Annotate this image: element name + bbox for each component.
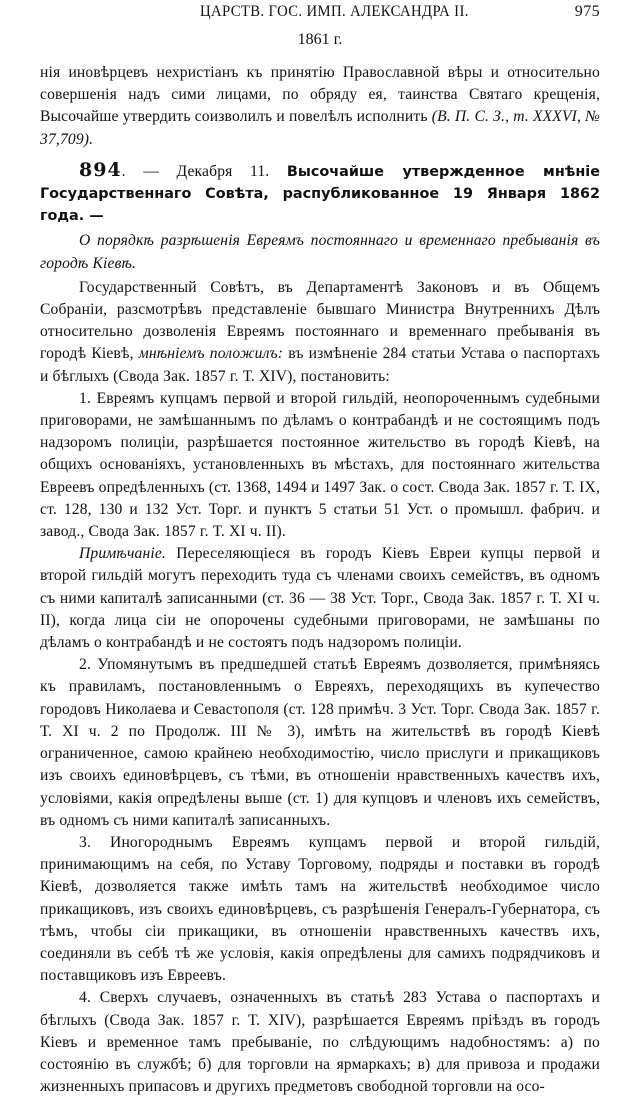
- document-page: [40, 0, 600, 1098]
- continuation-text: нія иновѣрцевъ нехристіанъ къ принятію Православной вѣры и относительно совершенія надъ сими лицами, по обряду ея, таинства Святаго крещенія, Высочайше утвердить соизволилъ и повелѣлъ исполнить: [40, 64, 600, 126]
- act-heading: [40, 159, 600, 228]
- note-text: Переселяющіеся въ городъ Кіевъ Евреи купцы первой и второй гильдій могутъ переходить туда съ членами своихъ семействъ, въ одномъ съ ними капиталѣ записанными (ст. 36 — 38 Уст. Торг., Свода Зак. 1857 г. Т. XI ч. II), когда лица сіи не опорочены судебными приговорами, не замѣшаны по дѣламъ о контрабандѣ и не состоятъ подъ надзоромъ полиціи.: [40, 545, 600, 652]
- act-subject: О порядкѣ разрѣшенія Евреямъ постояннаго и временнаго пребыванія въ городѣ Кіевѣ.: [40, 232, 600, 272]
- preamble-paragraph: [40, 277, 600, 388]
- article-1: 1. Евреямъ купцамъ первой и второй гильдій, неопороченнымъ судебными приговорами, не замѣшаннымъ по дѣламъ о контрабандѣ и не состоящимъ подъ надзоромъ полиціи, разрѣшается постоянное жительство въ городѣ Кіевѣ, на общихъ основаніяхъ, установленныхъ въ мѣстахъ, для постояннаго жительства Евреевъ опредѣленныхъ (ст. 1368, 1494 и 1497 Зак. о сост. Свода Зак. 1857 г. Т. IX, ст. 128, 130 и 132 Уст. Торг. и пунктъ 5 статьи 51 Уст. о промышл. фабрич. и завод., Свода Зак. 1857 г. Т. XI ч. II).: [40, 389, 600, 541]
- running-header: [40, 3, 600, 25]
- act-date: . — Декабря 11.: [121, 162, 287, 180]
- article-2: 2. Упомянутымъ въ предшедшей статьѣ Евреямъ дозволяется, примѣняясь къ правиламъ, постановленнымъ о Евреяхъ, переходящихъ въ купечество городовъ Николаева и Севастополя (ст. 128 примѣч. 3 Уст. Торг. Свода Зак. 1857 г. Т. XI ч. 2 по Продолж. III № 3), имѣть на жительствѣ въ городѣ Кіевѣ ограниченное, самою крайнею необходимостію, число прислуги и прикащиковъ изъ своихъ единовѣрцевъ, съ тѣми, въ отношеніи нравственныхъ качествъ ихъ, условіями, какія опредѣлены выше (ст. 1) для купцовъ и членовъ ихъ семействъ, въ одномъ съ ними капиталѣ записанныхъ.: [40, 656, 600, 829]
- running-title: ЦАРСТВ. ГОС. ИМП. АЛЕКСАНДРА II.: [200, 3, 469, 20]
- act-title: Высочайше утвержденное мнѣніе Государственнаго Совѣта, распубликованное 19 Января 1862 года. —: [40, 163, 600, 225]
- article-4: 4. Сверхъ случаевъ, означенныхъ въ статьѣ 283 Устава о паспортахъ и бѣглыхъ (Свода Зак. 1857 г. Т. XIV), разрѣшается Евреямъ пріѣздъ въ городъ Кіевъ и временное тамъ пребываніе, по слѣдующимъ надобностямъ: а) по состоянію въ службѣ; б) для торговли на ярмаркахъ; в) для привоза и продажи жизненныхъ припасовъ и другихъ предметовъ свободной торговли на осо-: [40, 989, 600, 1096]
- continuation-paragraph: [40, 62, 600, 151]
- preamble-italic: мнѣніемъ положилъ:: [138, 345, 284, 363]
- citation: (В. П. С. З., т. XXXVI, № 37,709).: [40, 108, 601, 148]
- preamble-end: въ измѣненіе 284 статьи Устава о паспортахъ и бѣглыхъ (Свода Зак. 1857 г. Т. XIV), постановить:: [40, 345, 600, 385]
- note-paragraph: [40, 543, 600, 654]
- preamble-start: Государственный Совѣтъ, въ Департаментѣ Законовъ и въ Общемъ Собраніи, разсмотрѣвъ представленіе бывшаго Министра Внутреннихъ Дѣлъ относительно дозволенія Евреямъ постояннаго и временнаго пребыванія въ городѣ Кіевѣ,: [40, 278, 600, 363]
- page-number: 975: [574, 3, 600, 20]
- article-3: 3. Иногороднымъ Евреямъ купцамъ первой и второй гильдій, принимающимъ на себя, по Уставу Торговому, подряды и поставки въ городѣ Кіевѣ, дозволяется также имѣть тамъ на жительствѣ необходимое число прикащиковъ, изъ своихъ единовѣрцевъ, съ разрѣшенія Генералъ-Губернатора, съ тѣмъ, чтобы сіи прикащики, въ отношеніи нравственныхъ качествъ ихъ, соединяли въ себѣ тѣ же условія, какія опредѣлены для самихъ подрядчиковъ и поставщиковъ изъ Евреевъ.: [40, 833, 600, 985]
- act-number: 894: [79, 158, 122, 181]
- year-heading: 1861 г.: [297, 31, 343, 48]
- note-label: Примѣчаніе.: [79, 545, 166, 563]
